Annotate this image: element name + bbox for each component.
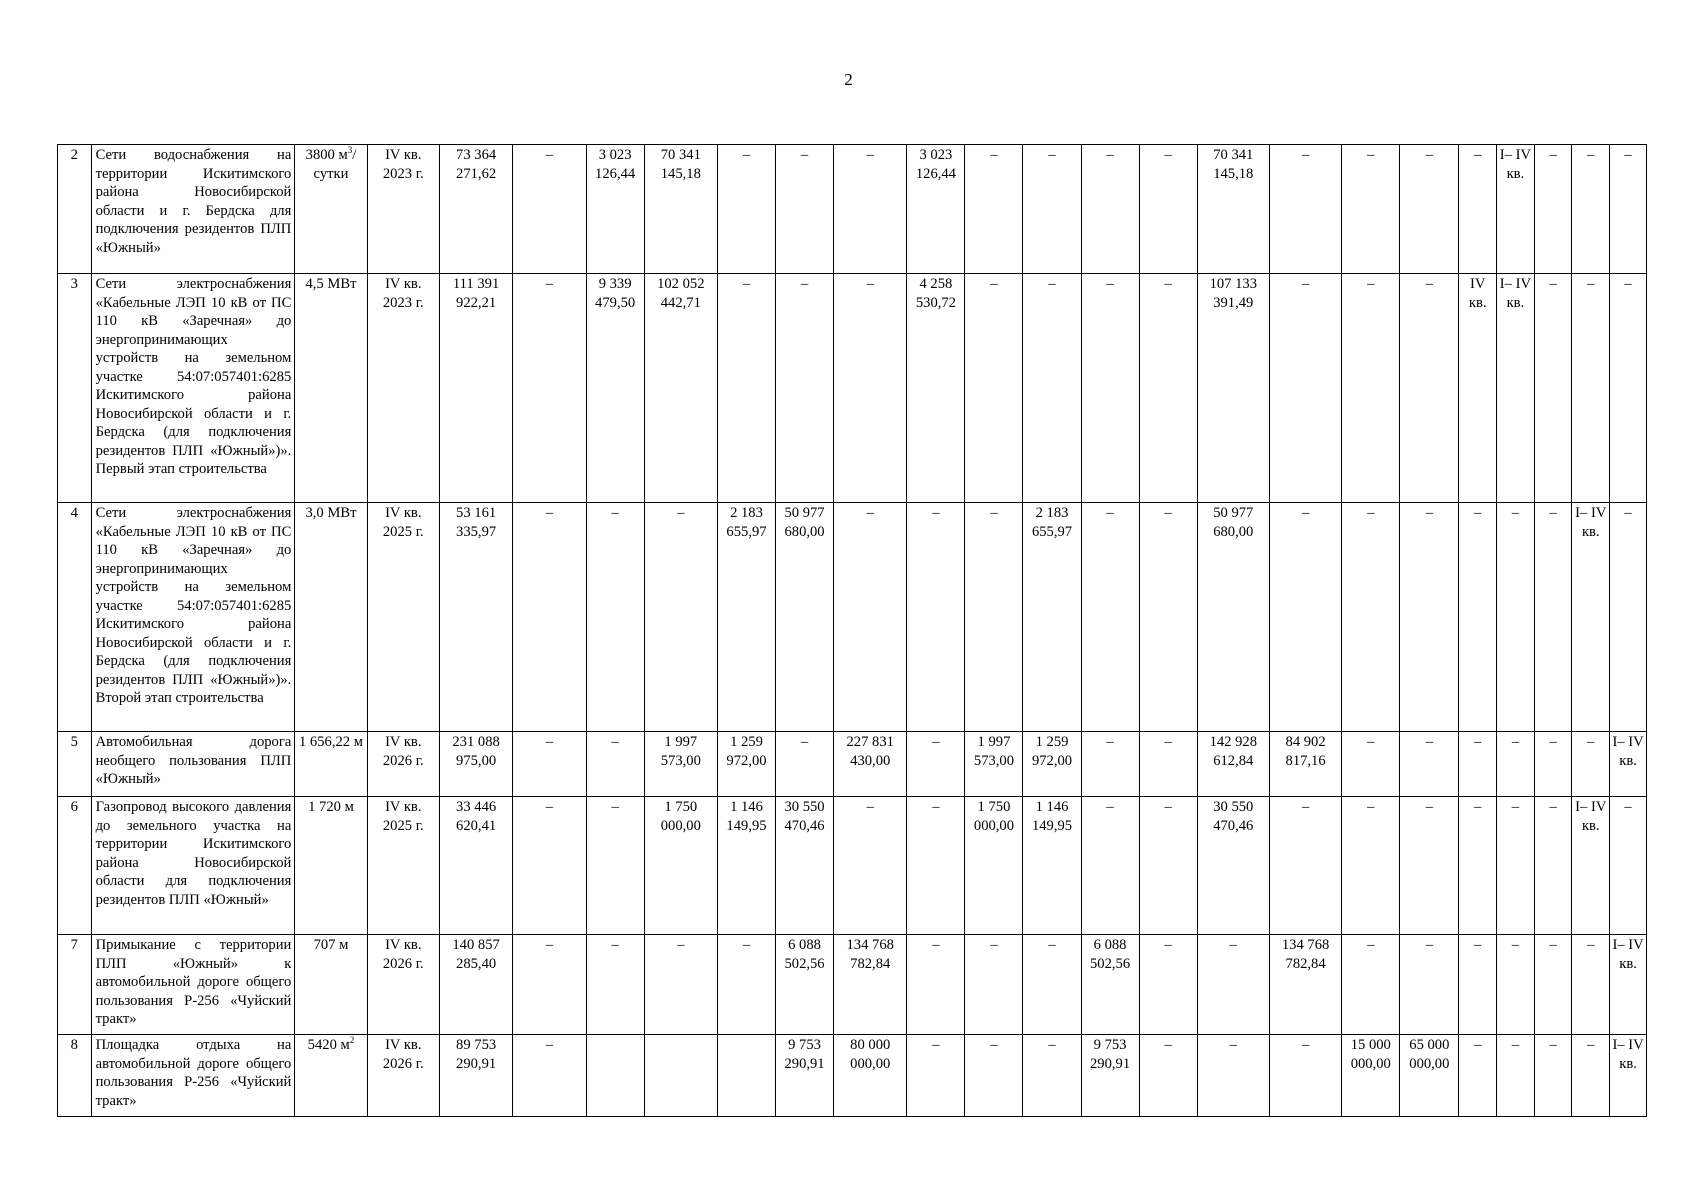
capacity-unit-exponent: 3 [347, 145, 353, 156]
value-cell: – [776, 732, 834, 797]
value-cell: – [1610, 274, 1647, 503]
value-cell: – [1269, 274, 1341, 503]
value-cell: 80 000 000,00 [834, 1035, 907, 1117]
value-cell: – [1572, 145, 1610, 274]
object-name: Автомобильная дорога необщего пользования ПЛП «Южный» [91, 732, 295, 797]
value-cell: – [1610, 145, 1647, 274]
value-cell: 73 364 271,62 [439, 145, 512, 274]
value-cell: 1 750 000,00 [965, 797, 1023, 935]
value-cell: – [1497, 732, 1535, 797]
value-cell: – [1342, 797, 1400, 935]
table-row [58, 732, 1647, 797]
value-cell: – [717, 274, 775, 503]
value-cell: – [1269, 145, 1341, 274]
value-cell: 1 259 972,00 [1023, 732, 1081, 797]
value-cell: – [1023, 145, 1081, 274]
table-row [58, 145, 1647, 274]
capacity-value: 5420 м [307, 1037, 350, 1053]
value-cell: – [1497, 503, 1535, 732]
value-cell: – [1534, 145, 1572, 274]
deadline-cell: IV кв. 2025 г. [367, 503, 439, 732]
value-cell: – [1459, 1035, 1497, 1117]
object-name: Сети водоснабжения на территории Искитимского района Новосибирской области и г. Бердска для подключения резидентов ПЛП «Южный» [91, 145, 295, 274]
value-cell: – [965, 1035, 1023, 1117]
object-name: Примыкание с территории ПЛП «Южный» к автомобильной дороге общего пользования Р-256 «Чуйский тракт» [91, 935, 295, 1035]
value-cell: 2 183 655,97 [1023, 503, 1081, 732]
value-cell: 231 088 975,00 [439, 732, 512, 797]
value-cell: 227 831 430,00 [834, 732, 907, 797]
value-cell: 6 088 502,56 [776, 935, 834, 1035]
value-cell: 9 753 290,91 [1081, 1035, 1139, 1117]
value-cell: – [834, 797, 907, 935]
object-name: Площадка отдыха на автомобильной дороге общего пользования Р-256 «Чуйский тракт» [91, 1035, 295, 1117]
value-cell: – [776, 274, 834, 503]
value-cell: – [1081, 503, 1139, 732]
value-cell: 30 550 470,46 [776, 797, 834, 935]
investment-table [57, 144, 1647, 1117]
value-cell: 6 088 502,56 [1081, 935, 1139, 1035]
value-cell: – [1139, 274, 1197, 503]
value-cell: 2 183 655,97 [717, 503, 775, 732]
value-cell: – [776, 145, 834, 274]
deadline-cell: IV кв. 2026 г. [367, 1035, 439, 1117]
value-cell: 1 259 972,00 [717, 732, 775, 797]
row-number: 4 [58, 503, 92, 732]
value-cell: – [907, 1035, 965, 1117]
value-cell: – [1459, 503, 1497, 732]
value-cell: – [1269, 503, 1341, 732]
value-cell: 53 161 335,97 [439, 503, 512, 732]
value-cell: 1 997 573,00 [965, 732, 1023, 797]
value-cell: – [1400, 935, 1459, 1035]
table-row [58, 503, 1647, 732]
value-cell: – [1459, 732, 1497, 797]
value-cell: 9 339 479,50 [586, 274, 644, 503]
value-cell: – [1400, 797, 1459, 935]
value-cell: 102 052 442,71 [644, 274, 717, 503]
value-cell [586, 1035, 644, 1117]
value-cell: 111 391 922,21 [439, 274, 512, 503]
value-cell: – [907, 935, 965, 1035]
value-cell: IV кв. [1459, 274, 1497, 503]
capacity-value: 707 м [313, 937, 349, 953]
value-cell: 50 977 680,00 [1197, 503, 1269, 732]
deadline-cell: IV кв. 2023 г. [367, 145, 439, 274]
value-cell: – [834, 274, 907, 503]
value-cell: 1 146 149,95 [1023, 797, 1081, 935]
value-cell: 70 341 145,18 [644, 145, 717, 274]
row-number: 5 [58, 732, 92, 797]
value-cell: – [1497, 797, 1535, 935]
value-cell: – [1023, 935, 1081, 1035]
value-cell: – [1400, 503, 1459, 732]
capacity-cell [295, 274, 367, 503]
value-cell: I– IV кв. [1572, 797, 1610, 935]
value-cell: 9 753 290,91 [776, 1035, 834, 1117]
value-cell: – [513, 732, 586, 797]
object-name: Сети электроснабжения «Кабельные ЛЭП 10 кВ от ПС 110 кВ «Заречная» до энергопринимающих устройств на земельном участке 54:07:057401:6285 Искитимского района Новосибирской области и г. Бердска (для подключения резидентов ПЛП «Южный»)». Первый этап строительства [91, 274, 295, 503]
page-number: 2 [844, 70, 853, 89]
value-cell: 65 000 000,00 [1400, 1035, 1459, 1117]
value-cell: – [1023, 1035, 1081, 1117]
value-cell: – [1139, 145, 1197, 274]
value-cell: – [513, 503, 586, 732]
value-cell: 30 550 470,46 [1197, 797, 1269, 935]
value-cell: – [1081, 797, 1139, 935]
value-cell: – [1610, 797, 1647, 935]
value-cell: – [513, 797, 586, 935]
capacity-value: 3,0 МВт [305, 505, 357, 521]
capacity-value: 3800 м [305, 147, 348, 163]
value-cell: – [1139, 797, 1197, 935]
value-cell: – [1197, 1035, 1269, 1117]
value-cell: – [1139, 1035, 1197, 1117]
row-number: 3 [58, 274, 92, 503]
value-cell: – [1023, 274, 1081, 503]
value-cell: – [717, 145, 775, 274]
value-cell: 84 902 817,16 [1269, 732, 1341, 797]
table-row [58, 935, 1647, 1035]
value-cell: – [1459, 145, 1497, 274]
value-cell: 15 000 000,00 [1342, 1035, 1400, 1117]
value-cell: – [513, 935, 586, 1035]
capacity-cell [295, 935, 367, 1035]
value-cell: – [1342, 732, 1400, 797]
value-cell: 140 857 285,40 [439, 935, 512, 1035]
value-cell: – [1534, 1035, 1572, 1117]
table-body [58, 145, 1647, 1117]
value-cell: 33 446 620,41 [439, 797, 512, 935]
value-cell: – [1534, 797, 1572, 935]
value-cell: – [1534, 503, 1572, 732]
value-cell: – [644, 935, 717, 1035]
value-cell: – [586, 732, 644, 797]
value-cell: – [1534, 732, 1572, 797]
table-row [58, 274, 1647, 503]
value-cell: – [965, 274, 1023, 503]
value-cell: – [1534, 274, 1572, 503]
value-cell: – [1610, 503, 1647, 732]
value-cell: – [1400, 274, 1459, 503]
value-cell: 1 750 000,00 [644, 797, 717, 935]
value-cell: 89 753 290,91 [439, 1035, 512, 1117]
value-cell: 107 133 391,49 [1197, 274, 1269, 503]
value-cell: I– IV кв. [1610, 732, 1647, 797]
value-cell: – [1400, 145, 1459, 274]
value-cell: I– IV кв. [1610, 935, 1647, 1035]
value-cell: – [1497, 1035, 1535, 1117]
capacity-cell [295, 1035, 367, 1117]
value-cell: 142 928 612,84 [1197, 732, 1269, 797]
value-cell: – [834, 145, 907, 274]
value-cell: – [1139, 935, 1197, 1035]
value-cell [644, 1035, 717, 1117]
value-cell: I– IV кв. [1497, 145, 1535, 274]
value-cell: I– IV кв. [1572, 503, 1610, 732]
row-number: 2 [58, 145, 92, 274]
value-cell: – [513, 145, 586, 274]
value-cell: – [1139, 732, 1197, 797]
value-cell: 134 768 782,84 [834, 935, 907, 1035]
table-row [58, 797, 1647, 935]
value-cell: 3 023 126,44 [907, 145, 965, 274]
capacity-unit-tail: /сутки [313, 147, 357, 182]
value-cell: – [717, 935, 775, 1035]
row-number: 6 [58, 797, 92, 935]
value-cell: – [1572, 1035, 1610, 1117]
value-cell: – [1139, 503, 1197, 732]
value-cell: – [1400, 732, 1459, 797]
value-cell: – [834, 503, 907, 732]
value-cell: – [1081, 274, 1139, 503]
value-cell: – [513, 1035, 586, 1117]
deadline-cell: IV кв. 2025 г. [367, 797, 439, 935]
value-cell: I– IV кв. [1497, 274, 1535, 503]
capacity-value: 4,5 МВт [305, 276, 357, 292]
value-cell: – [965, 935, 1023, 1035]
value-cell: – [907, 732, 965, 797]
value-cell: – [586, 503, 644, 732]
deadline-cell: IV кв. 2026 г. [367, 732, 439, 797]
value-cell: – [586, 935, 644, 1035]
value-cell: – [1081, 145, 1139, 274]
capacity-value: 1 656,22 м [298, 734, 363, 750]
value-cell: 3 023 126,44 [586, 145, 644, 274]
row-number: 7 [58, 935, 92, 1035]
value-cell: – [1459, 935, 1497, 1035]
deadline-cell: IV кв. 2026 г. [367, 935, 439, 1035]
value-cell [717, 1035, 775, 1117]
row-number: 8 [58, 1035, 92, 1117]
value-cell: I– IV кв. [1610, 1035, 1647, 1117]
value-cell: – [965, 503, 1023, 732]
value-cell: – [1342, 503, 1400, 732]
value-cell: – [1269, 797, 1341, 935]
value-cell: 1 146 149,95 [717, 797, 775, 935]
value-cell: 134 768 782,84 [1269, 935, 1341, 1035]
value-cell: – [1342, 274, 1400, 503]
table-row [58, 1035, 1647, 1117]
value-cell: – [586, 797, 644, 935]
capacity-cell [295, 145, 367, 274]
capacity-cell [295, 503, 367, 732]
value-cell: – [1572, 732, 1610, 797]
object-name: Газопровод высокого давления до земельного участка на территории Искитимского района Новосибирской области для подключения резидентов ПЛП «Южный» [91, 797, 295, 935]
deadline-cell: IV кв. 2023 г. [367, 274, 439, 503]
capacity-cell [295, 732, 367, 797]
value-cell: 70 341 145,18 [1197, 145, 1269, 274]
value-cell: – [1197, 935, 1269, 1035]
value-cell: 1 997 573,00 [644, 732, 717, 797]
value-cell: – [1342, 935, 1400, 1035]
capacity-unit-exponent: 2 [349, 1035, 355, 1046]
capacity-value: 1 720 м [308, 799, 354, 815]
value-cell: – [1081, 732, 1139, 797]
object-name: Сети электроснабжения «Кабельные ЛЭП 10 кВ от ПС 110 кВ «Заречная» до энергопринимающих устройств на земельном участке 54:07:057401:6285 Искитимского района Новосибирской области и г. Бердска (для подключения резидентов ПЛП «Южный»)». Второй этап строительства [91, 503, 295, 732]
value-cell: – [1534, 935, 1572, 1035]
value-cell: – [965, 145, 1023, 274]
value-cell: – [644, 503, 717, 732]
value-cell: – [907, 797, 965, 935]
value-cell: – [1459, 797, 1497, 935]
value-cell: – [513, 274, 586, 503]
value-cell: – [1572, 274, 1610, 503]
value-cell: – [1342, 145, 1400, 274]
value-cell: – [907, 503, 965, 732]
value-cell: – [1572, 935, 1610, 1035]
value-cell: – [1497, 935, 1535, 1035]
capacity-cell [295, 797, 367, 935]
value-cell: 4 258 530,72 [907, 274, 965, 503]
value-cell: 50 977 680,00 [776, 503, 834, 732]
value-cell: – [1269, 1035, 1341, 1117]
